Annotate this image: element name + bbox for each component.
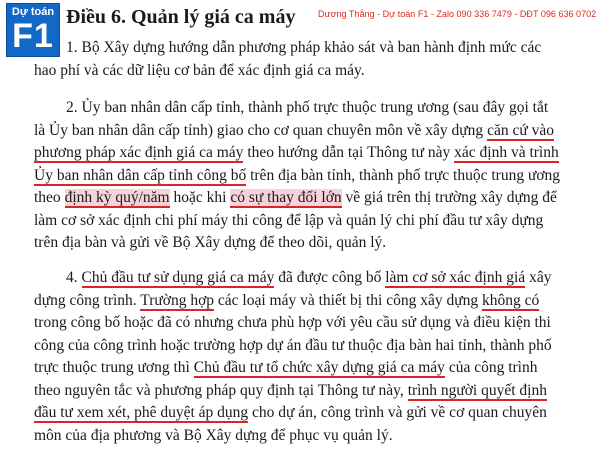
p4-l2-text-a: dựng công trình. — [34, 292, 141, 309]
p4-l5-text-a: trực thuộc trung ương thì — [34, 359, 194, 376]
p2-l2-text: là Ủy ban nhân dân cấp tỉnh) giao cho cơ quan chuyên môn về xây dựng — [34, 122, 488, 139]
p4-line-1 — [66, 268, 551, 288]
p2-l5-text-a: theo — [34, 189, 65, 206]
p4-l2-underlined-2: không có — [482, 292, 540, 309]
p4-l6-underlined: trình người quyết định — [407, 382, 547, 399]
p4-line-6 — [34, 381, 547, 401]
p4-l2-text-m: các loại máy và thiết bị thi công xây dựng — [214, 292, 482, 309]
p2-line-4 — [34, 166, 560, 186]
p2-l5-highlight: định kỳ quý/năm — [64, 189, 170, 206]
p4-l1-text-a: 4. — [66, 269, 82, 286]
p4-l1-text-m: đã được công bố — [274, 269, 386, 286]
p2-l3-text: theo hướng dẫn tại Thông tư này — [243, 144, 455, 161]
p4-l5-underlined: Chủ đầu tư tổ chức xây dựng giá ca máy — [193, 359, 445, 376]
p4-l2-underlined: Trường hợp — [140, 292, 215, 309]
p2-line-1: 2. Ủy ban nhân dân cấp tỉnh, thành phố trực thuộc trung ương (sau đây gọi tắt — [66, 99, 549, 116]
p4-l6-text-a: theo nguyên tắc và phương pháp quy định tại Thông tư này, — [34, 382, 408, 399]
p2-l5-highlight-2: có sự thay đổi lớn — [230, 189, 342, 206]
p4-line-3: trong công bố hoặc đã có nhưng chưa phù hợp với yêu cầu sử dụng và điều kiện thi — [34, 314, 551, 331]
p4-l5-text-b: của công trình — [444, 359, 538, 376]
p4-l1-underlined-2: làm cơ sở xác định giá — [385, 269, 526, 286]
p4-l7-text-b: cho dự án, công trình và gửi về cơ quan chuyên — [248, 404, 547, 421]
p2-l2-underlined: căn cứ vào — [487, 122, 554, 139]
p4-l7-underlined: đầu tư xem xét, phê duyệt áp dụng — [34, 404, 249, 421]
p4-line-7 — [34, 403, 547, 423]
p1-line-2: hao phí và các dữ liệu cơ bản để xác định giá ca máy. — [34, 62, 365, 79]
logo-top-text: Dự toán — [11, 6, 55, 18]
p4-line-5 — [34, 358, 537, 378]
p2-l4-underlined: Ủy ban nhân dân cấp tỉnh công bố — [34, 167, 247, 184]
p4-line-2 — [34, 291, 539, 311]
p2-line-7: trên địa bàn và gửi về Bộ Xây dựng để theo dõi, quản lý. — [34, 234, 387, 251]
article-title: Điều 6. Quản lý giá ca máy — [66, 6, 296, 28]
p2-line-5 — [34, 188, 557, 208]
p2-l3-underlined: phương pháp xác định giá ca máy — [34, 144, 244, 161]
p2-l4-text: trên địa bàn tỉnh, thành phố trực thuộc trung ương — [246, 167, 561, 184]
du-toan-f1-logo — [6, 3, 60, 57]
p2-line-3 — [34, 143, 559, 163]
p4-l1-underlined: Chủ đầu tư sử dụng giá ca máy — [81, 269, 275, 286]
contact-watermark: Dương Thắng - Dự toán F1 - Zalo 090 336 7479 - DĐT 096 636 0702 — [318, 9, 597, 20]
p2-line-2 — [34, 121, 554, 141]
p2-l5-text-b: về giá trên thị trường xây dựng để — [341, 189, 557, 206]
p4-line-4: công của công trình hoặc trường hợp dự án đầu tư thuộc địa bàn hai tỉnh, thành phố — [34, 337, 552, 354]
logo-f1-text: F1 — [12, 17, 54, 55]
p4-line-8: môn của địa phương và Bộ Xây dựng để phục vụ quản lý. — [34, 427, 393, 444]
p2-line-6: làm cơ sở xác định chi phí máy thi công để lập và quản lý chi phí đầu tư xây dựng — [34, 212, 544, 229]
p4-l1-text-b: xây — [525, 269, 552, 286]
p1-line-1: 1. Bộ Xây dựng hướng dẫn phương pháp khảo sát và ban hành định mức các — [66, 39, 542, 56]
p2-l3-underlined-2: xác định và trình — [454, 144, 559, 161]
p2-l5-text-m: hoặc khi — [169, 189, 231, 206]
